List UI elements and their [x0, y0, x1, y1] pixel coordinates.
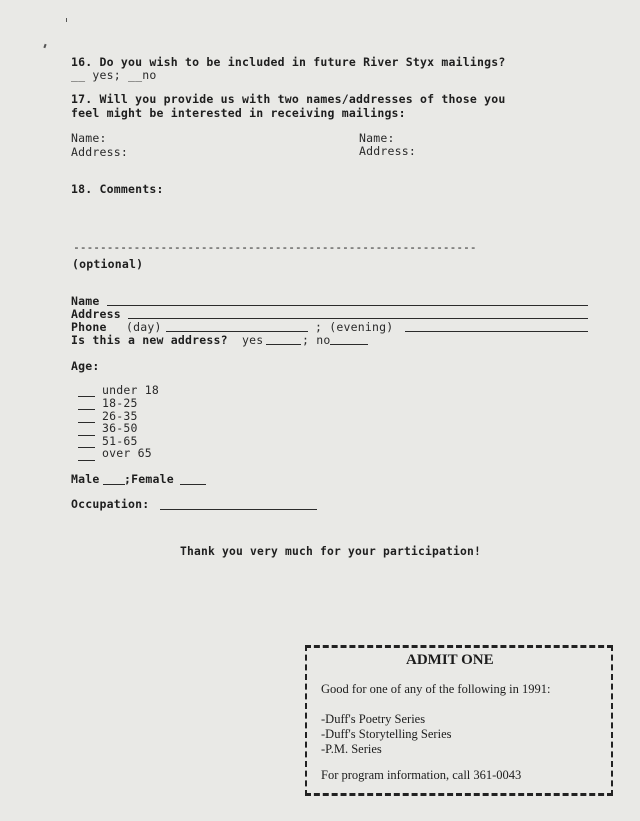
phone-day-field[interactable] [166, 331, 308, 332]
referral-address-label-left: Address: [71, 145, 128, 159]
age-label: Age: [71, 359, 100, 373]
new-address-no-label: ; no [302, 333, 331, 347]
occupation-field[interactable] [160, 509, 317, 510]
question-16-options: __ yes; __no [71, 68, 157, 82]
phone-evening-field[interactable] [405, 331, 588, 332]
phone-day-label: (day) [126, 320, 162, 334]
name-field[interactable] [107, 305, 588, 306]
cut-line: ------------------------------------------------------------ [73, 240, 477, 254]
age-checkbox[interactable] [78, 460, 95, 461]
ticket-program-info: For program information, call 361-0043 [321, 768, 522, 782]
age-checkbox[interactable] [78, 422, 95, 423]
occupation-label: Occupation: [71, 497, 150, 511]
new-address-yes-label: yes [242, 333, 264, 347]
phone-evening-label: ; (evening) [315, 320, 394, 334]
address-label: Address [71, 307, 121, 321]
female-field[interactable] [180, 484, 206, 485]
male-field[interactable] [103, 484, 125, 485]
new-address-yes-field[interactable] [266, 344, 301, 345]
new-address-no-field[interactable] [330, 344, 368, 345]
paper-speck [66, 18, 67, 22]
phone-label: Phone [71, 320, 107, 334]
admit-one-ticket [305, 645, 613, 796]
age-checkbox[interactable] [78, 435, 95, 436]
age-option: 18-25 [102, 396, 138, 410]
ticket-series-item: -Duff's Poetry Series [321, 712, 426, 726]
optional-label: (optional) [72, 257, 144, 271]
age-checkbox[interactable] [78, 409, 95, 410]
question-16: 16. Do you wish to be included in future River Styx mailings? [71, 55, 506, 69]
age-checkbox[interactable] [78, 447, 95, 448]
age-option: 51-65 [102, 434, 138, 448]
name-label: Name [71, 294, 100, 308]
referral-name-label-left: Name: [71, 131, 107, 145]
new-address-question: Is this a new address? [71, 333, 228, 347]
paper-speck [43, 44, 46, 48]
age-option: 26-35 [102, 409, 138, 423]
referral-name-label-right: Name: [359, 131, 395, 145]
age-option: 36-50 [102, 421, 138, 435]
ticket-offer-line: Good for one of any of the following in 1991: [321, 682, 551, 696]
question-18: 18. Comments: [71, 182, 164, 196]
female-label: ;Female [124, 472, 174, 486]
referral-address-label-right: Address: [359, 144, 416, 158]
question-17-line2: feel might be interested in receiving mailings: [71, 106, 406, 120]
age-checkbox[interactable] [78, 396, 95, 397]
ticket-title: ADMIT ONE [406, 652, 494, 668]
question-17-line1: 17. Will you provide us with two names/addresses of those you [71, 92, 506, 106]
address-field[interactable] [128, 318, 588, 319]
thank-you-message: Thank you very much for your participation! [180, 545, 482, 558]
age-option: under 18 [102, 383, 159, 397]
ticket-series-item: -Duff's Storytelling Series [321, 727, 452, 741]
age-option: over 65 [102, 446, 152, 460]
male-label: Male [71, 472, 100, 486]
ticket-series-item: -P.M. Series [321, 742, 382, 756]
